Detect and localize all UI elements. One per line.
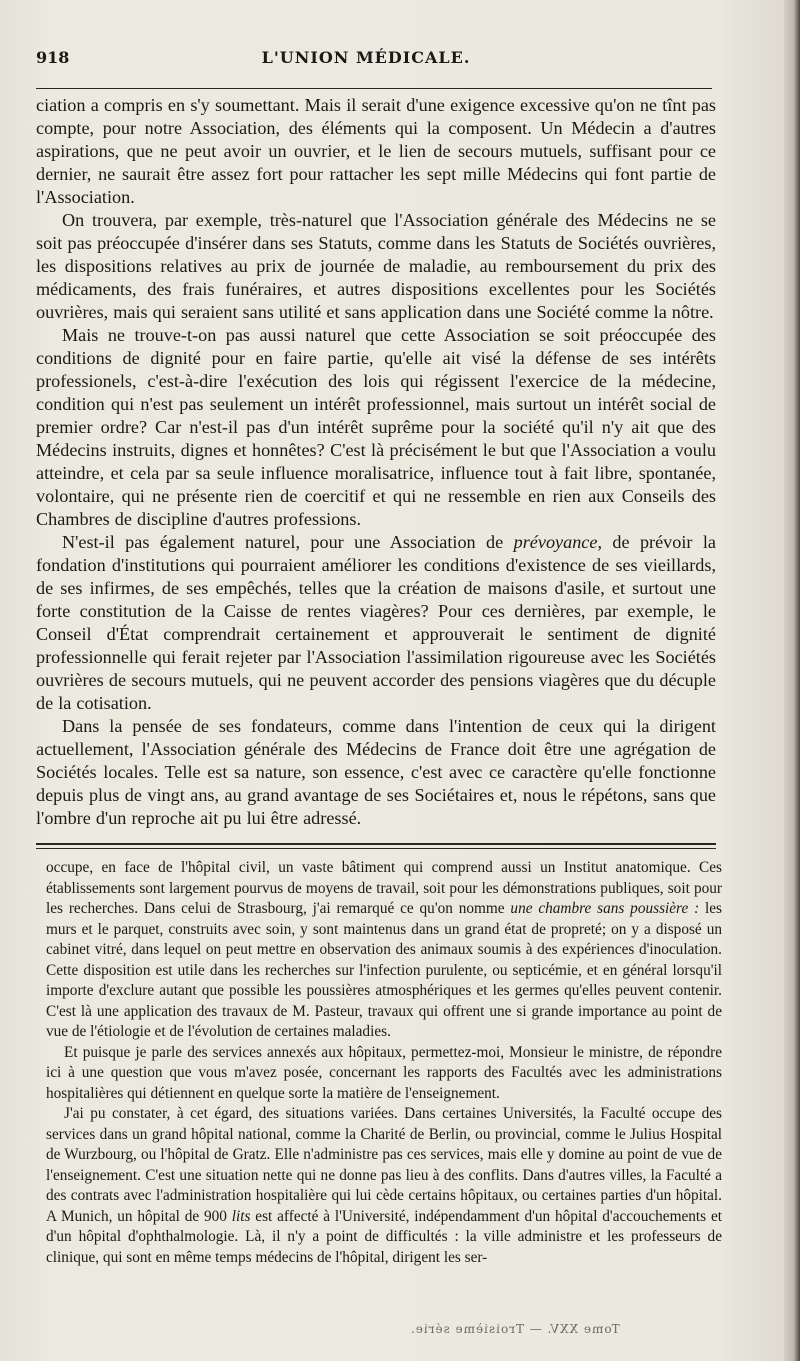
footnote-text-span: est affecté à l'Université, indépendamment d'un hôpital d'accouchements et d'un hôpital d'ophthalmologie. Là, il n'y a point de difficultés : la ville administre et les professeurs de clinique, qui sont en même temps médecins de l'hôpital, dirigent les ser- (46, 1207, 722, 1266)
paragraph-text: , de prévoir la fondation d'institutions qui pourraient améliorer les conditions d'existence de ses vieillards, de ses infirmes, de ses empêchés, telles que la création de maisons d'asile, et surtout une forte constitution de la Caisse de rentes viagères? Pour ces dernières, par exemple, le Conseil d'État comprendrait certainement et approuverait le sentiment de dignité professionnelle qui ferait rejeter par l'Association l'assimilation rigoureuse avec les Sociétés ouvrières de secours mutuels, qui ne peuvent accorder des pensions viagères que du décuple de la cotisation. (36, 532, 717, 713)
italic-term: lits (231, 1207, 251, 1225)
paragraph: Mais ne trouve-t-on pas aussi naturel que cette Association se soit préoccupée des conditions de dignité pour en faire partie, qu'elle ait visé la défense de ses intérêts professionels, c'est-à-dire l'exécution des lois qui régissent l'exercice de la médecine, condition qui n'est pas seulement un intérêt professionnel, mais surtout un intérêt social de premier ordre? Car n'est-il pas d'un intérêt suprême pour la société qu'il n'y ait que des Médecins instruits, dignes et honnêtes? C'est là précisément le but que l'Association a voulu atteindre, et cela par sa seule influence moralisatrice, influence tout à fait libre, spontanée, volontaire, qui ne présente rien de coercitif et qui ne ressemble en rien aux Conseils des Chambres de discipline d'autres professions. (36, 325, 716, 529)
paragraph: On trouvera, par exemple, très-naturel que l'Association générale des Médecins ne se soit pas préoccupée d'insérer dans ses Statuts, comme dans les Statuts de Sociétés ouvrières, les dispositions relatives au prix de journée de maladie, au remboursement du prix des médicaments, des frais funéraires, et autres dispositions excellentes pour les Sociétés ouvrières, mais qui seraient sans utilité et sans application dans une Société comme la nôtre. (36, 210, 716, 322)
paragraph-text: N'est-il pas également naturel, pour une Association de (62, 532, 514, 552)
paragraph (36, 531, 716, 715)
footnote-paragraph: Et puisque je parle des services annexés aux hôpitaux, permettez-moi, Monsieur le ministre, de répondre ici à une question que vous m'avez posée, concernant les rapports des Facultés avec les administrations hospitalières qui détiennent en quelque sorte la matière de l'enseignement. (46, 1043, 722, 1102)
footnote-text-span: les murs et le parquet, construits avec soin, y sont maintenus dans un grand état de propreté; on y a disposé un cabinet vitré, dans lequel on peut mettre en observation des animaux soumis à des expériences d'inoculation. Cette disposition est utile dans les recherches sur l'infection purulente, ou septicémie, et en général lorsqu'il importe d'exclure autant que possible les poussières atmosphériques et les germes qu'elles peuvent contenir. C'est là une application des travaux de M. Pasteur, travaux qui offrent une si grande importance au point de vue de l'étiologie et de l'évolution de certaines maladies. (46, 900, 722, 1040)
section-divider (36, 848, 716, 849)
show-through-text: Tome XXV. — Troisième série. (410, 1322, 620, 1336)
footnote-paragraph (46, 858, 722, 1043)
book-spine-shadow (784, 0, 800, 1361)
footnote-text-span: occupe, en face de l'hôpital civil, un vaste bâtiment qui comprend aussi un Institut anatomique. Ces établissements sont largement pourvus de moyens de travail, soit pour les démonstrations publiques, soit pour les recherches. Dans celui de Strasbourg, j'ai remarqué ce qu'on nomme (46, 859, 722, 917)
paragraph: Dans la pensée de ses fondateurs, comme dans l'intention de ceux qui la dirigent actuellement, l'Association générale des Médecins de France doit être une agrégation de Sociétés locales. Telle est sa nature, son essence, c'est avec ce caractère qu'elle fonctionne depuis plus de vingt ans, au grand avantage de ses Sociétaires et, nous le répétons, sans que l'ombre d'un reproche ait pu lui être adressé. (36, 716, 716, 828)
italic-term: prévoyance (513, 532, 598, 552)
footnote-paragraph (46, 1104, 722, 1268)
main-text (36, 94, 716, 830)
running-title: L'UNION MÉDICALE. (261, 48, 471, 67)
section-divider (36, 843, 716, 845)
page-header (36, 48, 696, 72)
page-number: 918 (36, 48, 70, 67)
italic-term: une chambre sans poussière : (510, 900, 700, 917)
paragraph: ciation a compris en s'y soumettant. Mais il serait d'une exigence excessive qu'on ne tînt pas compte, pour notre Association, des éléments qui la composent. Un Médecin a d'autres aspirations, que ne peut avoir un ouvrier, et le lien de secours mutuels, suffisant pour ce dernier, ne saurait être assez fort pour rattacher les sept mille Médecins qui font partie de l'Association. (36, 95, 716, 207)
header-rule (36, 88, 712, 89)
footnote-text (46, 858, 722, 1268)
footnote-text-span: J'ai pu constater, à cet égard, des situations variées. Dans certaines Universités, la Faculté occupe des services dans un grand hôpital national, comme la Charité de Berlin, ou provincial, comme le Julius Hospital de Wurzbourg, ou l'hôpital de Gratz. Elle n'administre pas ces services, mais elle y domine au point de vue de l'enseignement. C'est une situation nette qui ne donne pas lieu à des conflits. Dans d'autres villes, la Faculté a des contrats avec l'administration hospitalière qui lui cède certains hôpitaux, ou certaines parties d'un hôpital. A Munich, un hôpital de 900 (46, 1105, 722, 1225)
